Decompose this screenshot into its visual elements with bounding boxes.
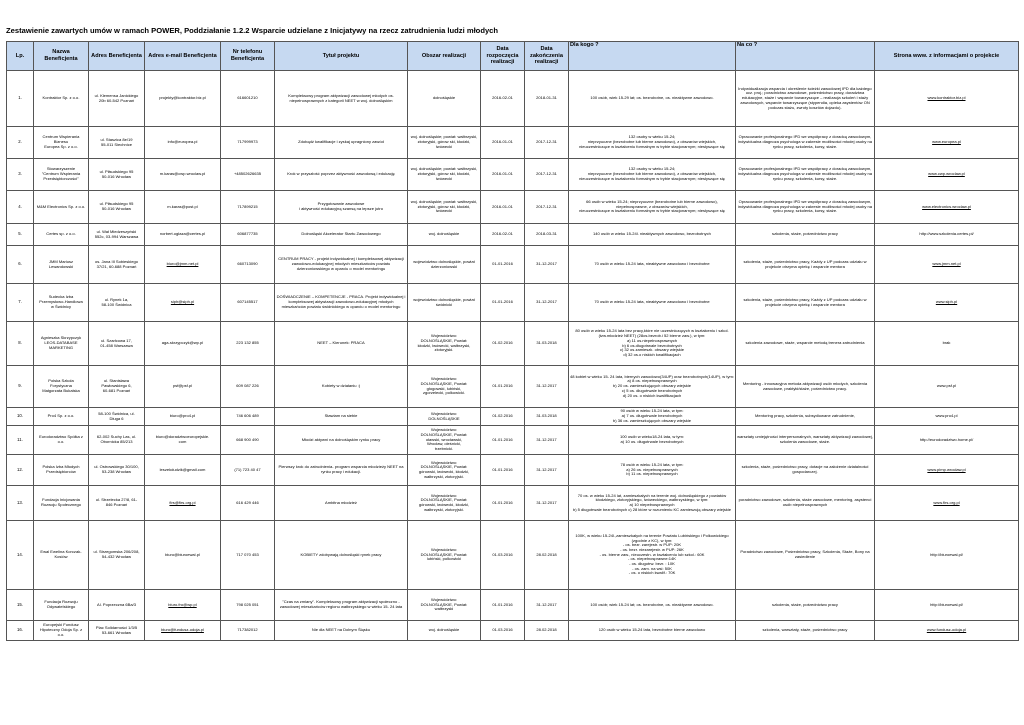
cell-who: 100 osób, wiek 15-29 lat; os. bezrobotne, os. nieaktywne zawodowo.: [569, 71, 736, 127]
col-header-area: Obszar realizacji: [408, 42, 481, 71]
cell-end: 31.12.2017: [525, 426, 569, 455]
col-header-lp: Lp.: [7, 42, 34, 71]
cell-phone: +48502626635: [221, 159, 275, 191]
cell-address: ul. Strzelecka 27/8, 61- 846 Poznań: [89, 486, 145, 521]
cell-title: Dolnośląski Akcelerator Startu Zawodowego: [275, 224, 408, 246]
cell-www: brak: [875, 322, 1019, 366]
cell-end: 2017-12-31: [525, 191, 569, 224]
cell-email: projekty@kontraktor.biz.pl: [145, 71, 221, 127]
cell-who: 132 osoby w wieku 15-24; nieprzyuczne (bezrobotne lub bierne zawodowo), z obszarów wiejskich, nieuczestniczące w kształceniu formalnym w trybie stacjonarnym; niesłyszące się: [569, 127, 736, 159]
cell-address: os. Jana III Sobieskiego 37/21, 60-688 Poznań: [89, 246, 145, 284]
cell-phone: 660713090: [221, 246, 275, 284]
website-link[interactable]: www.fundusz-odoja.pl: [875, 621, 1019, 641]
cell-start: 01.03.2016: [481, 521, 525, 590]
cell-title: DOŚWIADCZENIE – KOMPETENCJE - PRACA. Projekt indywidualnej i kompleksowej aktywizacji zawodowo-edukacyjnej młodych mieszkańców powiatu świdnickiego w oparciu o model mentoringu: [275, 284, 408, 322]
website-link[interactable]: www.pimp.wroclaw.pl: [875, 455, 1019, 486]
cell-lp: 14.: [7, 521, 34, 590]
cell-what: Mentoring - innowacyjna metoda aktywizacji osób młodych, szkolenia zawodowe, praktyki/staże, pośrednictwo pracy.: [736, 366, 875, 408]
cell-name: Polska Szkoła Forystyczna Małgorzata Bukalska: [34, 366, 89, 408]
cell-what: warsztaty umiejętności interpersonalnych, warsztaty aktywizacji zawodowej, szkolenia zawodowe, staże.: [736, 426, 875, 455]
cell-start: 01.03.2016: [481, 621, 525, 641]
cell-area: Województwo: DOLNOŚLĄSKIE, Powiat: kłodzki, lwówecki, wałbrzyski, złotoryjski.: [408, 322, 481, 366]
cell-lp: 2.: [7, 127, 34, 159]
cell-address: ul. Piłsudskiego 95 50-016 Wrocław: [89, 191, 145, 224]
website-link[interactable]: www.pro4.pl: [875, 408, 1019, 426]
col-header-start: Data rozpoczęcia realizacji: [481, 42, 525, 71]
cell-what: poradnictwo zawodowe, szkolenia, staże zawodowe, mentoring, asystenci osób niepełnosprawnych: [736, 486, 875, 521]
cell-start: 01-01-2016: [481, 246, 525, 284]
cell-phone: 607145517: [221, 284, 275, 322]
table-header-row: [7, 42, 1019, 71]
cell-what: Poradnictwo zawodowe, Pośrednictwo pracy, Szkolenia, Staże, Bony na zasiedlenie: [736, 521, 875, 590]
cell-email[interactable]: firs@firs.org.pl: [145, 486, 221, 521]
cell-who: 140 osób w wieku 15-24l. nieaktywnych zawodowo, bezrobotnych: [569, 224, 736, 246]
table-row: [7, 224, 1019, 246]
cell-start: 01.01.2016: [481, 455, 525, 486]
cell-title: Kobiety w działaniu :): [275, 366, 408, 408]
website-link[interactable]: www.cwp.wroclaw.pl: [875, 159, 1019, 191]
cell-title: Przygotowanie zawodowe i aktywność edukacyjną szansą na lepsze jutro: [275, 191, 408, 224]
cell-end: 2017-12-31: [525, 159, 569, 191]
cell-name: M&M Electronics Sp. z o.o.: [34, 191, 89, 224]
cell-area: dolnośląskie: [408, 71, 481, 127]
website-link[interactable]: www.kontraktor.biz.pl: [875, 71, 1019, 127]
cell-email: aga-skrzypczyk@wp.pl: [145, 322, 221, 366]
cell-lp: 15.: [7, 590, 34, 621]
cell-end: 31.03.2018: [525, 322, 569, 366]
contracts-table: [6, 41, 1019, 641]
cell-phone: 798 025 051: [221, 590, 275, 621]
cell-address: ul. Klemensa Janickiego 20b 60-542 Poznań: [89, 71, 145, 127]
cell-area: Województwo: DOLNOŚLĄSKIE, Powiat: głogowski, lubiński, zgorzelecki, polkowicki.: [408, 366, 481, 408]
cell-area: woj. dolnośląskie; powiat: wałbrzyski, złotoryjski, górow ski, kłodzki, lwówecki: [408, 191, 481, 224]
cell-what: Indywidualizacja wsparcia i określenie ścieżki zawodowej IPD dla każdego ucz. proj.; poradnictwo zawodowe, pośrednictwo pracy, doradztwa edukacyjne, staże i wsparcie towarzyszące – realizacja szkoleń i staży zawodowych, wsparcie towarzyszące (stypendia, opieka asystentów ON podczas stażu, zwroty kosztów dojazdu).: [736, 71, 875, 127]
cell-who: 100 osób; wiek 15-24 lat; os. bezrobotne, os. nieaktywne zawodowo.: [569, 590, 736, 621]
website-link[interactable]: www.siph.pl: [875, 284, 1019, 322]
cell-name: Kontraktor Sp. z o.o.: [34, 71, 89, 127]
cell-what: szkolenia, staże, pośrednictwo pracy: [736, 224, 875, 246]
cell-title: Pierwszy krok do zatrudnienia- program wsparcia młodzieży NEET na rynku pracy i edukacji.: [275, 455, 408, 486]
table-row: [7, 366, 1019, 408]
cell-lp: 10.: [7, 408, 34, 426]
website-link[interactable]: http://biuroewal.pl/: [875, 590, 1019, 621]
cell-who: 132 osoby w wieku 15-24; nieprzyuczne (bezrobotne lub bierne zawodowo), z obszarów wiejskich, nieuczestniczące w kształceniu formalnym w trybie stacjonarnym; niesłyszące się: [569, 159, 736, 191]
col-header-phone: Nr telefonu Beneficjenta: [221, 42, 275, 71]
cell-what: szkolenia, staże, pośrednictwo pracy, dotacje na założenie działalności gospodarczej.: [736, 455, 875, 486]
cell-email[interactable]: biuro@fundusz-odoja.pl: [145, 621, 221, 641]
cell-area: woj. dolnośląskie; powiat: wałbrzyski, złotoryjski, górow ski, kłodzki, lwówecki: [408, 127, 481, 159]
cell-name: Certes sp. z o.o.: [34, 224, 89, 246]
table-row: [7, 127, 1019, 159]
cell-name: Polska Izba Młodych Przedsiębiorców: [34, 455, 89, 486]
cell-email: info@europea.pl: [145, 127, 221, 159]
cell-title: Krok w przyszłość poprzez aktywność zawodową i edukację: [275, 159, 408, 191]
cell-name: Sudecka Izba Przemysłowo-Handlowa w Świdnicy: [34, 284, 89, 322]
col-header-name: Nazwa Beneficjenta: [34, 42, 89, 71]
cell-address: ul. Piłsudskiego 95 50-016 Wrocław: [89, 159, 145, 191]
cell-what: Opracowanie profesjonalnego IPD we współpracy z doradcą zawodowym, indywidualna diagnoza psychologa w zakresie możliwości młodej osoby na rynku pracy, szkolenia, kursy, staże.: [736, 127, 875, 159]
cell-title: "Czas na zmiany". Kompleksowy program aktywizacji społeczno - zawodowej mieszkańców regionu wałbrzyskiego w wieku 15- 24 lata: [275, 590, 408, 621]
cell-what: Opracowanie profesjonalnego IPD we współpracy z doradcą zawodowym, indywidualna diagnoza psychologa w zakresie możliwości młodej osoby na rynku pracy, szkolenia, kursy, staże.: [736, 159, 875, 191]
cell-what: szkolenia, warsztaty, staże, pośrednictwo pracy: [736, 621, 875, 641]
website-link[interactable]: www.jmm.net.pl: [875, 246, 1019, 284]
cell-email[interactable]: siph@siph.pl: [145, 284, 221, 322]
cell-area: Województwo: DOLNOŚLĄSKIE, Powiat: lubiński, polkowicki: [408, 521, 481, 590]
col-header-what: Na co ?: [736, 42, 875, 71]
cell-email: biuro@doradztwoeuropejskie. com: [145, 426, 221, 455]
cell-who: 120 osób w wieku 15-24 lata, bezrobotne bierne zawodowo: [569, 621, 736, 641]
cell-area: Województwo: DOLNOŚLĄSKIE, Powiat: górowski, lwówecki, kłodzki, wałbrzyski, złotoryjski.: [408, 486, 481, 521]
cell-area: Województwo: DOLNOŚLĄSKIE: [408, 408, 481, 426]
table-row: [7, 426, 1019, 455]
cell-name: Centrum Wspierania Biznesu Europea Sp. z o.o.: [34, 127, 89, 159]
cell-start: 01.01.2016: [481, 590, 525, 621]
cell-title: Ambitna młodzież: [275, 486, 408, 521]
website-link[interactable]: www.psf.pl: [875, 366, 1019, 408]
cell-lp: 3.: [7, 159, 34, 191]
table-row: [7, 590, 1019, 621]
cell-end: 31.12.2017: [525, 366, 569, 408]
cell-address: ul. Staszica 8e/19 55-011 Siechnice: [89, 127, 145, 159]
cell-name: Stowarzyszenie "Centrum Wspierania Przedsiębiorczości": [34, 159, 89, 191]
cell-start: 01.01.2016: [481, 426, 525, 455]
website-link[interactable]: www.europea.pl: [875, 127, 1019, 159]
cell-email: biuro@pro4.pl: [145, 408, 221, 426]
cell-area: województwo dolnośląskie, powiat świdnicki: [408, 284, 481, 322]
cell-lp: 6.: [7, 246, 34, 284]
cell-area: woj. dolnośląskie; powiat: wałbrzyski, złotoryjski, górow ski, kłodzki, lwówecki: [408, 159, 481, 191]
cell-end: 2018-01-31: [525, 71, 569, 127]
cell-end: 31-12-2017: [525, 284, 569, 322]
cell-who: 66 osób w wieku 15-24; nieprzyuczne (bezrobotne lub bierne zawodowo), niepełnosprawne, z obszarów wiejskich, nieuczestniczące w kształceniu formalnym w trybie stacjonarnym; niesłyszące się: [569, 191, 736, 224]
cell-name: JMM Mariusz Lewandowski: [34, 246, 89, 284]
cell-address: 62-002 Suchy Las, ul. Obornicka 85/213: [89, 426, 145, 455]
cell-email: norbert.ogłaza@certes.pl: [145, 224, 221, 246]
cell-who: 70 os. w wieku 15-24 lat, zamieszkałych na terenie woj. dolnośląskiego z powiatów kłodzkiego, złotoryjskiego, lwóweckiego, wałbrzyskiego, w tym: a) 10 niepełnosprawnych b) 5 długotrwale bezrobotnych c) 28 które w rozumieniu KC zamieszują obszary wiejskie: [569, 486, 736, 521]
cell-end: 31-12-2017: [525, 246, 569, 284]
col-header-end: Data zakończenia realizacji: [525, 42, 569, 71]
cell-phone: 609 087 226: [221, 366, 275, 408]
cell-title: NEET – Kierunek: PRACA: [275, 322, 408, 366]
cell-lp: 13.: [7, 486, 34, 521]
table-row: [7, 521, 1019, 590]
cell-phone: 746 606 489: [221, 408, 275, 426]
table-row: [7, 246, 1019, 284]
cell-email: leszekdudzik@gmail.com: [145, 455, 221, 486]
cell-end: 2018-03-31: [525, 224, 569, 246]
cell-lp: 12.: [7, 455, 34, 486]
cell-email: psf@psf.pl: [145, 366, 221, 408]
cell-name: Europejski Fundusz Hipoteczny Odoja Sp. z o.o.: [34, 621, 89, 641]
table-row: [7, 191, 1019, 224]
cell-address: ul. Stanisława Pawłowskiego 6, 60-681 Poznań: [89, 366, 145, 408]
col-header-address: Adres Beneficjenta: [89, 42, 145, 71]
cell-phone: 668 900 490: [221, 426, 275, 455]
cell-phone: 717382012: [221, 621, 275, 641]
cell-email: biuro@biuroewal.pl: [145, 521, 221, 590]
cell-end: 28.02.2018: [525, 521, 569, 590]
col-header-title: Tytuł projektu: [275, 42, 408, 71]
cell-end: 31.12.2017: [525, 455, 569, 486]
table-row: [7, 621, 1019, 641]
cell-name: Ewal Ewelina Korczak- Kosiów: [34, 521, 89, 590]
cell-email: m.karas@cwp.wroclaw.pl: [145, 159, 221, 191]
cell-address: ul. Ostrowskiego 30/100, 53-238 Wrocław: [89, 455, 145, 486]
cell-phone: 606877735: [221, 224, 275, 246]
cell-address: ul. Wał Miedzeszyński 552c, 03-994 Warszawa: [89, 224, 145, 246]
cell-name: Fundacja Inicjowania Rozwoju Społecznego: [34, 486, 89, 521]
cell-lp: 5.: [7, 224, 34, 246]
cell-phone: 616 429 446: [221, 486, 275, 521]
cell-name: Fundacja Rozwoju Odywatelskiego: [34, 590, 89, 621]
cell-start: 2016-02-01: [481, 71, 525, 127]
cell-start: 2016-02-01: [481, 224, 525, 246]
website-link[interactable]: http://www.szkolenia.certes.pl/: [875, 224, 1019, 246]
cell-what: szkolenia zawodowe, staże, wsparcie metodą trenera zatrudnienia: [736, 322, 875, 366]
cell-who: 48 kobiet w wieku 15- 24 lata, biernych zawodowo(34UP) oraz bezrobotnych(14UP), w tym: a) 8 os. niepełnosprawnych b) 20 os. zamieszkujących obszary wiejskie c) 5 os. długotrwale bezrobotnych d) 20 os. o niskich kwalifikacjach: [569, 366, 736, 408]
cell-name: Agnieszka Skrzypczyk LEOS-DATABASE MARKETING: [34, 322, 89, 366]
cell-email[interactable]: biuro@jmm.net.pl: [145, 246, 221, 284]
cell-area: Województwo: DOLNOŚLĄSKIE, Powiat: wałbrzyski: [408, 590, 481, 621]
website-link[interactable]: www.firs.org.pl: [875, 486, 1019, 521]
cell-start: 2016-01-01: [481, 159, 525, 191]
cell-start: 01-01-2016: [481, 284, 525, 322]
cell-email[interactable]: biuro.fro@wp.pl: [145, 590, 221, 621]
col-header-email: Adres e-mail Beneficjenta: [145, 42, 221, 71]
col-header-www: Strona www. z informacjami o projekcie: [875, 42, 1019, 71]
cell-end: 31.12.2017: [525, 590, 569, 621]
website-link[interactable]: http://biuroewal.pl/: [875, 521, 1019, 590]
table-row: [7, 284, 1019, 322]
table-row: [7, 486, 1019, 521]
cell-start: 01.01.2016: [481, 486, 525, 521]
table-row: [7, 408, 1019, 426]
cell-end: 31.03.2018: [525, 408, 569, 426]
cell-title: Nie dla NEET na Dolnym Śląsku: [275, 621, 408, 641]
website-link[interactable]: www.electronics.wroclaw.pl: [875, 191, 1019, 224]
table-row: [7, 71, 1019, 127]
cell-who: 70 osób w wieku 15-24 lata, nieaktywne zawodowo i bezrobotne: [569, 246, 736, 284]
table-row: [7, 159, 1019, 191]
cell-who: 70 osób w wieku 15-24 lata, nieaktywne zawodowo i bezrobotne: [569, 284, 736, 322]
cell-address: ul. Szarłcowa 17, 01-458 Warszawa: [89, 322, 145, 366]
cell-end: 31.12.2017: [525, 486, 569, 521]
cell-who: 100K, w wieku 15-24l.,zamieszkałych na terenie Powiatu Lubińskiego i Polkowickiego (zgodnie z KC), w tym: - os. bezr. zarejestr. w PUP: 20K - os. bezr. niezarejestr. w PUP: 26K - os. bierne zaw., nieuczestn. w kształceniu lub szkol.: 60K - os. niepełnosprawne:14K - os. długotrw. bezr. : 10K - os. zam. na wsi: 50K - os. o niskich kwalif.: 70K: [569, 521, 736, 590]
cell-phone: 717 070 453: [221, 521, 275, 590]
cell-title: Zdobądź kwalifikacje i zyskaj upragniony zawód: [275, 127, 408, 159]
cell-title: Młodzi aktywni na dolnośląskim rynku pracy: [275, 426, 408, 455]
table-row: [7, 322, 1019, 366]
cell-area: Województwo: DOLNOŚLĄSKIE, Powiat: górowski, lwówecki, kłodzki, wałbrzyski, złotoryjski.: [408, 455, 481, 486]
cell-who: 78 osób w wieku 15-24 lata, w tym: a) 26 os. niepełnosprawnych b) 11 os. niepełnosprawnych: [569, 455, 736, 486]
cell-who: 90 osób w wieku 15-24 lata, w tym: a) 7 os. długotrwale bezrobotnych b) 36 os. zamieszkujących obszary wiejskie: [569, 408, 736, 426]
cell-title: CENTRUM PRACY - projekt indywidualnej i kompleksowej aktywizacji zawodowo-edukacyjnej młodych mieszkańców powiatu dzierzoniowskiego w oparciu o model mentoringu: [275, 246, 408, 284]
cell-what: Mentoring pracy, szkolenia, subsydiowane zatrudnienie,: [736, 408, 875, 426]
cell-lp: 8.: [7, 322, 34, 366]
cell-end: 2017-12-31: [525, 127, 569, 159]
cell-what: szkolenia, staże, pośrednictwo pracy, Każdy z UP podczas udziału w projekcie otrzyma opiekę i wsparcie mentora: [736, 284, 875, 322]
cell-name: Eurodoradztwo Spółka z o.o.: [34, 426, 89, 455]
cell-start: 01.02.2016: [481, 322, 525, 366]
cell-start: 2016-01-01: [481, 127, 525, 159]
cell-phone: (71) 723 40 47: [221, 455, 275, 486]
cell-end: 28.02.2018: [525, 621, 569, 641]
cell-start: 2016-01-01: [481, 191, 525, 224]
cell-lp: 1.: [7, 71, 34, 127]
cell-title: KOBIETY zdobywają dolnośląski rynek pracy: [275, 521, 408, 590]
cell-what: Opracowanie profesjonalnego IPD we współpracy z doradcą zawodowym, indywidualna diagnoza psychologa w zakresie możliwości młodej osoby na rynku pracy, szkolenia, kursy, staże.: [736, 191, 875, 224]
cell-phone: 717899215: [221, 191, 275, 224]
cell-area: Województwo: DOLNOŚLĄSKIE, Powiat: oławski, wrocławski, Wrocław, oleśnicki, trzebnicki.: [408, 426, 481, 455]
cell-who: 80 osób w wieku 15-24 lata bez pracy,które nie uczestniczących w kształceniu i szkol.(tzw.młodzież NEET) (28os.bezrob.i 52 bierne zaw.), w tym: a) 11 os.niepełnosprawnych b) 6 os.długotrwale bezrobotnych c) 32 os.zamieszk. obszary wiejskie d) 32 os.o niskich kwalifikacjach: [569, 322, 736, 366]
cell-area: woj. dolnośląskie: [408, 224, 481, 246]
cell-address: Plac Solidarności 1/3/5 53-661 Wrocław: [89, 621, 145, 641]
cell-lp: 7.: [7, 284, 34, 322]
cell-lp: 16.: [7, 621, 34, 641]
cell-address: ul. Strzegomska 206/208, 54-432 Wrocław: [89, 521, 145, 590]
cell-who: 100 osób w wieku18-24 lata, w tym: a) 10 os. długotrwale bezrobotnych: [569, 426, 736, 455]
cell-phone: 616601210: [221, 71, 275, 127]
cell-area: woj. dolnośląskie: [408, 621, 481, 641]
cell-address: 58-100 Świdnica, ul. Długa 6: [89, 408, 145, 426]
cell-area: województwo dolnośląskie, powiat dzierzoniowski: [408, 246, 481, 284]
cell-what: szkolenia, staże, pośrednictwo pracy: [736, 590, 875, 621]
cell-name: Pro4 Sp. z o.o.: [34, 408, 89, 426]
cell-lp: 11.: [7, 426, 34, 455]
cell-title: Kompleksowy program aktywizacji zawodowej młodych os. niepełnosprawnych z kategorii NEET w woj. dolnośląskim: [275, 71, 408, 127]
cell-phone: 223 132 855: [221, 322, 275, 366]
cell-lp: 9.: [7, 366, 34, 408]
page-title: Zestawienie zawartych umów w ramach POWER, Poddziałanie 1.2.2 Wsparcie udzielane z Inicjatywy na rzecz zatrudnienia ludzi młodych: [6, 26, 499, 35]
cell-start: 01.01.2016: [481, 366, 525, 408]
cell-title: Stawiam na siebie: [275, 408, 408, 426]
table-row: [7, 455, 1019, 486]
cell-what: szkolenia, staże, pośrednictwo pracy, Każdy z UP podczas udziału w projekcie otrzyma opiekę i wsparcie mentora: [736, 246, 875, 284]
website-link[interactable]: http://eurodoradztwo.home.pl/: [875, 426, 1019, 455]
cell-email: m.karas@post.pl: [145, 191, 221, 224]
cell-start: 01.02.2016: [481, 408, 525, 426]
cell-address: ul. Rynek 1a, 58-100 Świdnica: [89, 284, 145, 322]
cell-lp: 4.: [7, 191, 34, 224]
col-header-who: Dla kogo ?: [569, 42, 736, 71]
cell-phone: 717999973: [221, 127, 275, 159]
cell-address: Al. Poprzeczna 6Ba/3: [89, 590, 145, 621]
